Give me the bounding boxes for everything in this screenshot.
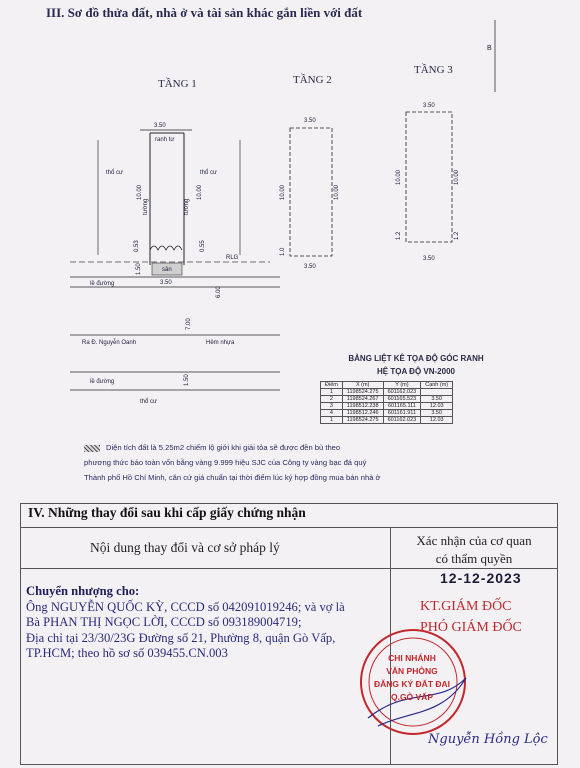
svg-text:6.00: 6.00	[216, 286, 222, 298]
svg-text:10.00: 10.00	[197, 184, 203, 200]
seal-text: CHI NHÁNH VĂN PHÒNG ĐĂNG KÝ ĐẤT ĐAI Q.GÒ VẤP	[373, 653, 451, 702]
svg-text:1.2: 1.2	[454, 231, 460, 240]
svg-text:1.2: 1.2	[396, 231, 402, 240]
coordinates-title: BẢNG LIỆT KÊ TỌA ĐỘ GÓC RANH HỆ TỌA ĐỘ VN-2000	[348, 354, 484, 376]
svg-text:3.50: 3.50	[304, 118, 316, 124]
svg-text:lề đường: lề đường	[90, 379, 115, 385]
land-area-note: Diện tích đất là 5.25m2 chiếm lộ giới khi giải tỏa sẽ được đền bù theo phương thức bảo toàn vốn bằng vàng 9.999 hiệu SJC của Công ty vàng bạc đá quý Thành phố Hồ Chí Minh, căn cứ giá chuẩn tại thời điểm lúc ký hợp đồng mua bán nhà ở	[84, 443, 381, 482]
svg-text:ranh tư: ranh tư	[155, 137, 175, 143]
f1-width-top: 3.50	[154, 123, 166, 129]
floor-3-plot	[396, 103, 460, 262]
signer-title-2: PHÓ GIÁM ĐỐC	[420, 620, 522, 635]
svg-text:tường: tường	[143, 198, 149, 215]
table-row: 1 1198524.275 601162.023	[321, 389, 453, 396]
svg-text:10.00: 10.00	[396, 169, 402, 185]
svg-text:7.00: 7.00	[186, 318, 192, 330]
change-line: TP.HCM; theo hồ sơ số 039455.CN.003	[26, 646, 228, 660]
table-row: 4 1198512.246 601161.911 3.50	[321, 410, 453, 417]
change-content	[26, 584, 401, 662]
floor-1-plot	[70, 123, 280, 405]
hatch-legend-icon	[84, 445, 100, 452]
change-heading: Chuyển nhượng cho:	[26, 584, 140, 598]
svg-text:10.00: 10.00	[137, 184, 143, 200]
svg-text:thổ cư: thổ cư	[200, 170, 218, 176]
section-4-title: IV. Những thay đổi sau khi cấp giấy chứng nhận	[28, 505, 306, 520]
signer-name: Nguyễn Hồng Lộc	[428, 732, 548, 747]
signer-title-1: KT.GIÁM ĐỐC	[420, 599, 512, 614]
svg-text:3.50: 3.50	[160, 280, 172, 286]
floor-3-title: TẦNG 3	[414, 64, 453, 76]
table-row: 1 1198524.275 601162.023 12.03	[321, 417, 453, 424]
svg-text:1.0: 1.0	[280, 247, 286, 256]
svg-text:10.00: 10.00	[334, 184, 340, 200]
svg-text:10.00: 10.00	[454, 169, 460, 185]
divider	[20, 527, 558, 528]
svg-text:thổ cư: thổ cư	[140, 399, 158, 405]
svg-text:thổ cư: thổ cư	[106, 170, 124, 176]
confirmation-date: 12-12-2023	[440, 570, 522, 586]
svg-text:1.50: 1.50	[136, 263, 142, 275]
table-header-row: Điểm X (m) Y (m) Cạnh (m)	[321, 382, 453, 389]
change-line: Địa chỉ tại 23/30/23G Đường số 21, Phường 8, quận Gò Vấp,	[26, 630, 336, 645]
table-row: 2 1198524.267 601165.523 3.50	[321, 396, 453, 403]
svg-text:1.50: 1.50	[184, 374, 190, 386]
svg-text:3.50: 3.50	[423, 103, 435, 109]
column-header-content: Nội dung thay đổi và cơ sở pháp lý	[90, 540, 280, 555]
svg-text:Hẻm nhựa: Hẻm nhựa	[206, 340, 235, 346]
svg-text:tường: tường	[184, 198, 190, 215]
floor-2-title: TẦNG 2	[293, 74, 332, 86]
svg-text:10.00: 10.00	[280, 184, 286, 200]
svg-text:RLG: RLG	[226, 255, 239, 261]
column-header-confirm: Xác nhận của cơ quan có thẩm quyền	[416, 533, 532, 566]
svg-text:0.55: 0.55	[200, 240, 206, 252]
svg-text:3.50: 3.50	[423, 256, 435, 262]
divider	[20, 568, 558, 569]
svg-text:Ra Đ. Nguyễn Oanh: Ra Đ. Nguyễn Oanh	[82, 340, 137, 346]
svg-text:3.50: 3.50	[304, 264, 316, 270]
coordinates-table	[320, 381, 453, 424]
change-line: Ông NGUYỄN QUỐC KỲ, CCCD số 042091019246; và vợ là	[26, 599, 345, 614]
floor-1-title: TẦNG 1	[158, 78, 197, 90]
change-line: Bà PHAN THỊ NGỌC LỜI, CCCD số 093189004719;	[26, 615, 302, 629]
north-label: B	[487, 45, 492, 52]
svg-text:sân: sân	[162, 267, 172, 273]
table-row: 3 1198512.238 601165.111 12.03	[321, 403, 453, 410]
svg-text:lề đường: lề đường	[90, 281, 115, 287]
svg-text:0.53: 0.53	[134, 240, 140, 252]
section-3-title: III. Sơ đồ thửa đất, nhà ở và tài sản khác gắn liền với đất	[46, 5, 363, 20]
floor-2-plot	[280, 118, 340, 270]
